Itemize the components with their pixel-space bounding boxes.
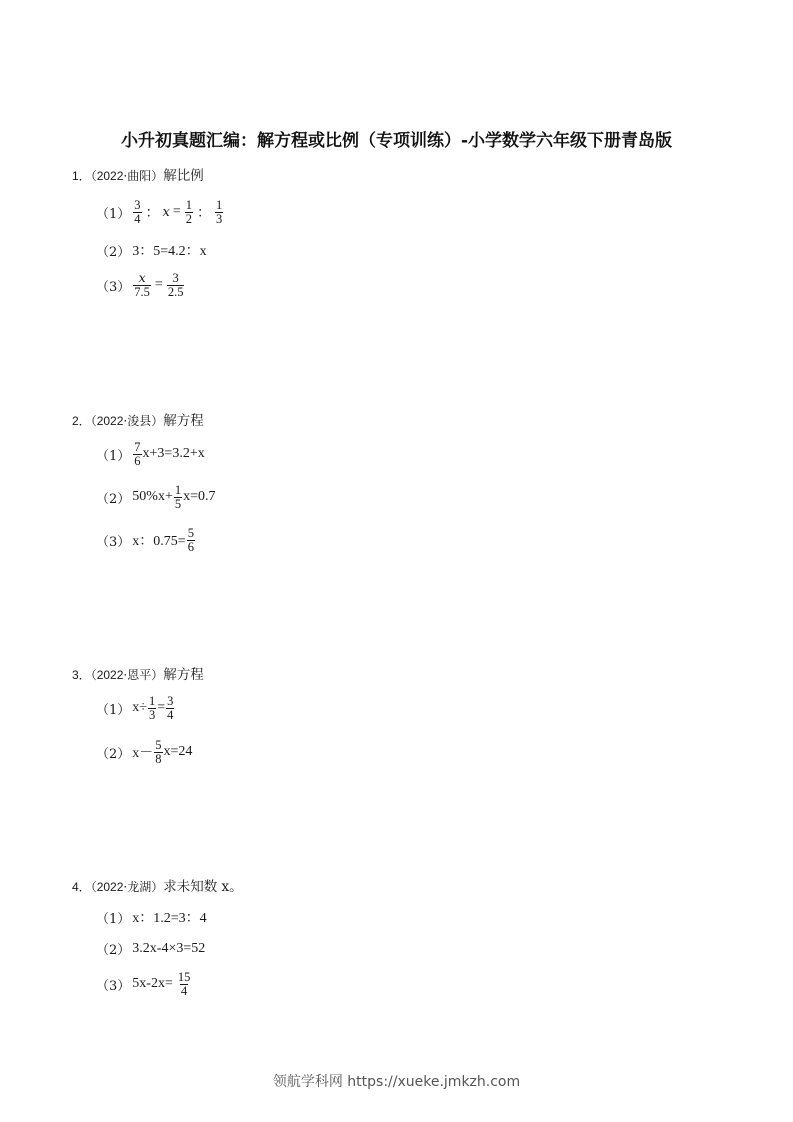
source-open: （ — [90, 880, 97, 894]
numerator: 7 — [134, 440, 141, 454]
item-expression: x：0.75= — [132, 534, 186, 549]
page-title: 小升初真题汇编：解方程或比例（专项训练）-小学数学六年级下册青岛版 — [120, 131, 673, 151]
denominator: 2 — [185, 211, 193, 226]
q2-item-3 — [96, 527, 196, 553]
question-task: 解方程 — [163, 667, 204, 683]
numerator: x — [138, 270, 146, 285]
denominator: 6 — [134, 453, 141, 468]
denominator: 4 — [167, 707, 174, 722]
fraction — [177, 971, 192, 997]
question-number: 1． — [72, 169, 91, 183]
equals-sign: = — [154, 277, 163, 292]
denominator: 8 — [155, 751, 162, 766]
q3-item-1 — [96, 695, 175, 721]
footer-watermark: 领航学科网 https://xueke.jmkzh.com — [272, 1074, 521, 1090]
denominator: 2.5 — [167, 284, 184, 299]
fraction — [174, 484, 182, 510]
source-place: ·曲阳） — [123, 169, 164, 183]
item-label: （1） — [96, 448, 131, 464]
item-label: （1） — [96, 911, 131, 927]
source-year: 2022 — [96, 880, 124, 894]
fraction — [133, 441, 141, 467]
q4-item-3 — [96, 971, 192, 997]
item-expression: x：1.2=3：4 — [132, 911, 207, 926]
fraction — [215, 199, 223, 225]
question-4-header — [72, 875, 243, 896]
denominator: 6 — [187, 539, 194, 554]
fraction — [185, 199, 193, 225]
item-expression: x－ — [132, 746, 154, 761]
numerator: 5 — [155, 738, 162, 752]
item-label: （2） — [96, 244, 131, 260]
fraction — [133, 272, 151, 298]
item-label: （3） — [96, 978, 131, 994]
source-year: 2022 — [96, 668, 124, 682]
numerator: 1 — [148, 694, 156, 708]
q1-item-3 — [96, 272, 185, 298]
fraction — [167, 272, 185, 298]
fraction — [133, 199, 141, 225]
item-expression: 3.2x-4×3=52 — [132, 940, 206, 956]
item-label: （1） — [96, 702, 131, 718]
numerator: 15 — [177, 970, 191, 984]
ratio-sign: ： — [145, 206, 160, 221]
denominator: 4 — [134, 211, 141, 226]
item-label: （2） — [96, 943, 131, 958]
q1-item-1 — [96, 199, 224, 225]
numerator: 3 — [134, 198, 141, 212]
denominator: 5 — [174, 496, 182, 511]
numerator: 3 — [172, 271, 179, 285]
ratio-sign: ： — [197, 206, 212, 221]
q3-item-2 — [96, 739, 192, 765]
source-year: 2022 — [96, 414, 124, 428]
item-expression: x÷ — [132, 700, 147, 715]
q2-item-1 — [96, 441, 205, 467]
source-open: （ — [90, 668, 97, 682]
source-place: ·恩平） — [123, 668, 164, 682]
fraction — [187, 527, 195, 553]
item-expression: 50%x+ — [132, 489, 173, 504]
q2-item-2 — [96, 484, 216, 510]
numerator: 1 — [174, 483, 182, 497]
source-place: ·龙湖） — [123, 880, 164, 894]
question-1-header — [72, 164, 204, 185]
equals-sign: = — [172, 204, 181, 219]
source-open: （ — [90, 169, 97, 183]
q1-item-2 — [96, 240, 207, 260]
question-task: 解比例 — [163, 168, 204, 184]
fraction — [166, 695, 174, 721]
numerator: 1 — [185, 198, 193, 212]
source-open: （ — [90, 414, 97, 428]
item-label: （2） — [96, 746, 131, 762]
source-year: 2022 — [96, 169, 124, 183]
source-place: ·浚县） — [123, 414, 164, 428]
fraction — [154, 739, 162, 765]
item-expression: x=24 — [163, 744, 193, 759]
item-label: （1） — [96, 206, 131, 222]
denominator: 4 — [180, 983, 188, 998]
item-expression: x+3=3.2+x — [142, 446, 205, 461]
denominator: 3 — [148, 707, 156, 722]
item-expression: x=0.7 — [183, 489, 216, 504]
denominator: 7.5 — [134, 284, 150, 299]
question-2-header — [72, 409, 204, 430]
numerator: 1 — [216, 198, 223, 212]
q4-item-1 — [96, 907, 207, 927]
question-task: 求未知数 x。 — [163, 879, 243, 895]
question-3-header — [72, 663, 204, 684]
fraction — [148, 695, 156, 721]
numerator: 5 — [187, 526, 194, 540]
q4-item-2 — [96, 939, 205, 958]
equals-sign: = — [157, 700, 166, 715]
item-expression: 5x-2x= — [132, 976, 173, 991]
variable: x — [162, 204, 170, 220]
item-label: （3） — [96, 279, 131, 295]
question-task: 解方程 — [163, 413, 204, 429]
item-label: （2） — [96, 491, 131, 507]
numerator: 3 — [167, 694, 174, 708]
item-expression: 3：5=4.2：x — [132, 244, 207, 259]
question-number: 2． — [72, 414, 91, 428]
question-number: 4． — [72, 880, 91, 894]
question-number: 3． — [72, 668, 91, 682]
denominator: 3 — [216, 211, 223, 226]
item-label: （3） — [96, 534, 131, 550]
